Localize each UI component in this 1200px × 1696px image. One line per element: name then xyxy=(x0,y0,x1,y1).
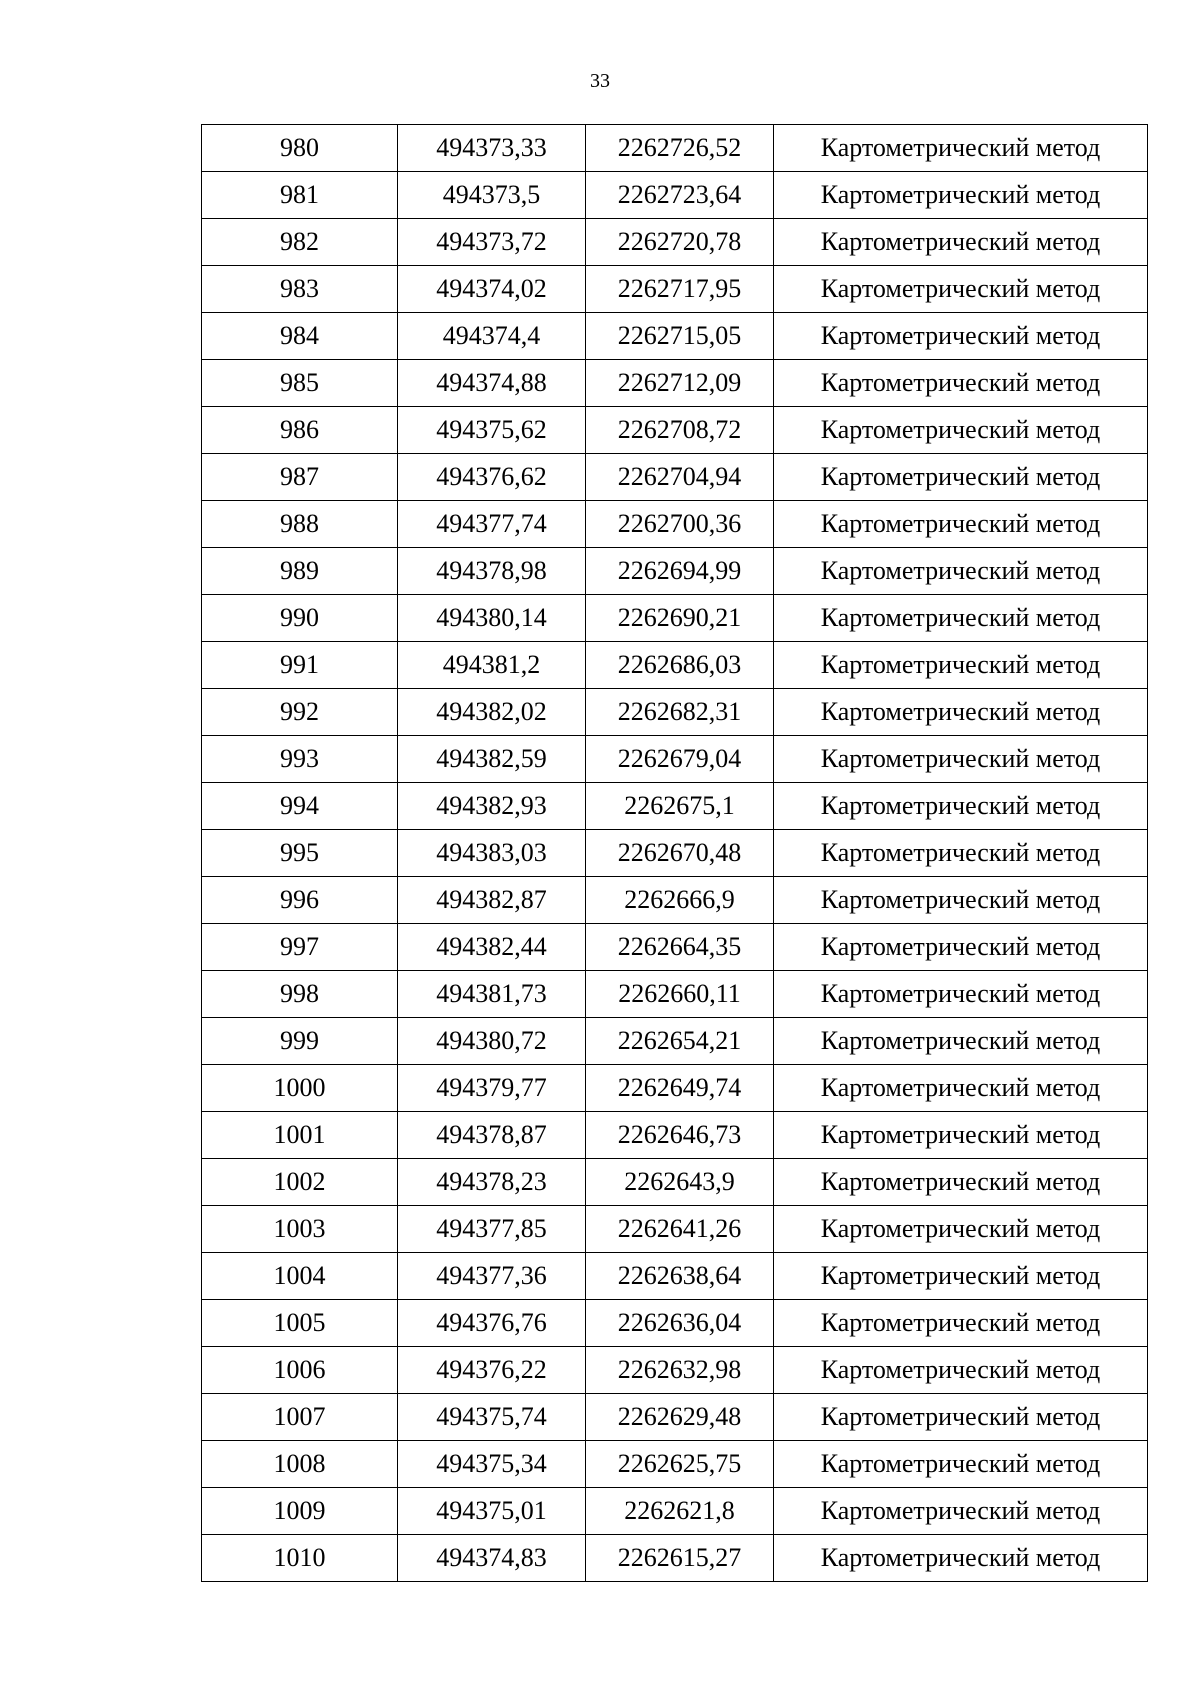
y-coordinate-cell: 2262621,8 xyxy=(586,1488,774,1535)
x-coordinate-cell: 494378,23 xyxy=(398,1159,586,1206)
x-coordinate-cell: 494376,62 xyxy=(398,454,586,501)
method-cell: Картометрический метод xyxy=(774,1112,1148,1159)
x-coordinate-cell: 494382,59 xyxy=(398,736,586,783)
point-number-cell: 983 xyxy=(202,266,398,313)
method-cell: Картометрический метод xyxy=(774,172,1148,219)
point-number-cell: 990 xyxy=(202,595,398,642)
table-row xyxy=(202,971,1148,1018)
table-row xyxy=(202,642,1148,689)
method-cell: Картометрический метод xyxy=(774,1206,1148,1253)
table-row xyxy=(202,830,1148,877)
method-cell: Картометрический метод xyxy=(774,877,1148,924)
y-coordinate-cell: 2262649,74 xyxy=(586,1065,774,1112)
y-coordinate-cell: 2262666,9 xyxy=(586,877,774,924)
table-row xyxy=(202,877,1148,924)
method-cell: Картометрический метод xyxy=(774,783,1148,830)
point-number-cell: 999 xyxy=(202,1018,398,1065)
x-coordinate-cell: 494375,62 xyxy=(398,407,586,454)
method-cell: Картометрический метод xyxy=(774,1300,1148,1347)
table-row xyxy=(202,360,1148,407)
x-coordinate-cell: 494375,74 xyxy=(398,1394,586,1441)
y-coordinate-cell: 2262682,31 xyxy=(586,689,774,736)
y-coordinate-cell: 2262632,98 xyxy=(586,1347,774,1394)
x-coordinate-cell: 494373,33 xyxy=(398,125,586,172)
table-row xyxy=(202,266,1148,313)
method-cell: Картометрический метод xyxy=(774,501,1148,548)
point-number-cell: 1009 xyxy=(202,1488,398,1535)
y-coordinate-cell: 2262646,73 xyxy=(586,1112,774,1159)
coordinates-table xyxy=(201,124,1148,1582)
point-number-cell: 986 xyxy=(202,407,398,454)
table-row xyxy=(202,454,1148,501)
x-coordinate-cell: 494382,93 xyxy=(398,783,586,830)
y-coordinate-cell: 2262660,11 xyxy=(586,971,774,1018)
x-coordinate-cell: 494382,87 xyxy=(398,877,586,924)
x-coordinate-cell: 494376,22 xyxy=(398,1347,586,1394)
table-row xyxy=(202,783,1148,830)
y-coordinate-cell: 2262654,21 xyxy=(586,1018,774,1065)
point-number-cell: 1005 xyxy=(202,1300,398,1347)
x-coordinate-cell: 494380,72 xyxy=(398,1018,586,1065)
y-coordinate-cell: 2262643,9 xyxy=(586,1159,774,1206)
table-row xyxy=(202,1300,1148,1347)
table-row xyxy=(202,1065,1148,1112)
method-cell: Картометрический метод xyxy=(774,1347,1148,1394)
table-row xyxy=(202,1159,1148,1206)
table-row xyxy=(202,595,1148,642)
coordinates-table-body xyxy=(202,125,1148,1582)
method-cell: Картометрический метод xyxy=(774,595,1148,642)
table-row xyxy=(202,1441,1148,1488)
method-cell: Картометрический метод xyxy=(774,689,1148,736)
point-number-cell: 982 xyxy=(202,219,398,266)
table-row xyxy=(202,924,1148,971)
y-coordinate-cell: 2262700,36 xyxy=(586,501,774,548)
table-row xyxy=(202,407,1148,454)
method-cell: Картометрический метод xyxy=(774,1018,1148,1065)
x-coordinate-cell: 494376,76 xyxy=(398,1300,586,1347)
point-number-cell: 996 xyxy=(202,877,398,924)
table-row xyxy=(202,1535,1148,1582)
method-cell: Картометрический метод xyxy=(774,1253,1148,1300)
method-cell: Картометрический метод xyxy=(774,454,1148,501)
x-coordinate-cell: 494377,36 xyxy=(398,1253,586,1300)
method-cell: Картометрический метод xyxy=(774,548,1148,595)
x-coordinate-cell: 494381,73 xyxy=(398,971,586,1018)
y-coordinate-cell: 2262715,05 xyxy=(586,313,774,360)
x-coordinate-cell: 494382,02 xyxy=(398,689,586,736)
y-coordinate-cell: 2262629,48 xyxy=(586,1394,774,1441)
point-number-cell: 992 xyxy=(202,689,398,736)
table-row xyxy=(202,172,1148,219)
table-row xyxy=(202,1112,1148,1159)
y-coordinate-cell: 2262675,1 xyxy=(586,783,774,830)
point-number-cell: 987 xyxy=(202,454,398,501)
method-cell: Картометрический метод xyxy=(774,642,1148,689)
x-coordinate-cell: 494378,98 xyxy=(398,548,586,595)
method-cell: Картометрический метод xyxy=(774,971,1148,1018)
table-row xyxy=(202,1488,1148,1535)
method-cell: Картометрический метод xyxy=(774,1159,1148,1206)
method-cell: Картометрический метод xyxy=(774,125,1148,172)
point-number-cell: 1006 xyxy=(202,1347,398,1394)
y-coordinate-cell: 2262679,04 xyxy=(586,736,774,783)
x-coordinate-cell: 494382,44 xyxy=(398,924,586,971)
y-coordinate-cell: 2262720,78 xyxy=(586,219,774,266)
y-coordinate-cell: 2262723,64 xyxy=(586,172,774,219)
point-number-cell: 994 xyxy=(202,783,398,830)
table-row xyxy=(202,1253,1148,1300)
method-cell: Картометрический метод xyxy=(774,266,1148,313)
x-coordinate-cell: 494374,83 xyxy=(398,1535,586,1582)
method-cell: Картометрический метод xyxy=(774,313,1148,360)
method-cell: Картометрический метод xyxy=(774,1394,1148,1441)
x-coordinate-cell: 494373,72 xyxy=(398,219,586,266)
point-number-cell: 1000 xyxy=(202,1065,398,1112)
method-cell: Картометрический метод xyxy=(774,407,1148,454)
point-number-cell: 981 xyxy=(202,172,398,219)
y-coordinate-cell: 2262690,21 xyxy=(586,595,774,642)
method-cell: Картометрический метод xyxy=(774,1488,1148,1535)
point-number-cell: 997 xyxy=(202,924,398,971)
point-number-cell: 1003 xyxy=(202,1206,398,1253)
point-number-cell: 991 xyxy=(202,642,398,689)
table-row xyxy=(202,1018,1148,1065)
table-row xyxy=(202,219,1148,266)
y-coordinate-cell: 2262615,27 xyxy=(586,1535,774,1582)
x-coordinate-cell: 494380,14 xyxy=(398,595,586,642)
x-coordinate-cell: 494377,74 xyxy=(398,501,586,548)
x-coordinate-cell: 494381,2 xyxy=(398,642,586,689)
point-number-cell: 995 xyxy=(202,830,398,877)
point-number-cell: 1008 xyxy=(202,1441,398,1488)
x-coordinate-cell: 494377,85 xyxy=(398,1206,586,1253)
point-number-cell: 998 xyxy=(202,971,398,1018)
table-row xyxy=(202,125,1148,172)
point-number-cell: 984 xyxy=(202,313,398,360)
point-number-cell: 1007 xyxy=(202,1394,398,1441)
y-coordinate-cell: 2262670,48 xyxy=(586,830,774,877)
point-number-cell: 985 xyxy=(202,360,398,407)
y-coordinate-cell: 2262712,09 xyxy=(586,360,774,407)
method-cell: Картометрический метод xyxy=(774,924,1148,971)
point-number-cell: 1001 xyxy=(202,1112,398,1159)
x-coordinate-cell: 494375,34 xyxy=(398,1441,586,1488)
page-number: 33 xyxy=(590,70,610,92)
y-coordinate-cell: 2262641,26 xyxy=(586,1206,774,1253)
y-coordinate-cell: 2262636,04 xyxy=(586,1300,774,1347)
table-row xyxy=(202,736,1148,783)
x-coordinate-cell: 494375,01 xyxy=(398,1488,586,1535)
method-cell: Картометрический метод xyxy=(774,1441,1148,1488)
point-number-cell: 993 xyxy=(202,736,398,783)
y-coordinate-cell: 2262694,99 xyxy=(586,548,774,595)
table-row xyxy=(202,1394,1148,1441)
y-coordinate-cell: 2262638,64 xyxy=(586,1253,774,1300)
table-row xyxy=(202,313,1148,360)
point-number-cell: 1002 xyxy=(202,1159,398,1206)
y-coordinate-cell: 2262625,75 xyxy=(586,1441,774,1488)
y-coordinate-cell: 2262726,52 xyxy=(586,125,774,172)
method-cell: Картометрический метод xyxy=(774,736,1148,783)
point-number-cell: 989 xyxy=(202,548,398,595)
x-coordinate-cell: 494383,03 xyxy=(398,830,586,877)
method-cell: Картометрический метод xyxy=(774,830,1148,877)
method-cell: Картометрический метод xyxy=(774,219,1148,266)
point-number-cell: 1010 xyxy=(202,1535,398,1582)
x-coordinate-cell: 494373,5 xyxy=(398,172,586,219)
table-row xyxy=(202,501,1148,548)
y-coordinate-cell: 2262708,72 xyxy=(586,407,774,454)
y-coordinate-cell: 2262704,94 xyxy=(586,454,774,501)
x-coordinate-cell: 494374,02 xyxy=(398,266,586,313)
method-cell: Картометрический метод xyxy=(774,1535,1148,1582)
point-number-cell: 988 xyxy=(202,501,398,548)
y-coordinate-cell: 2262664,35 xyxy=(586,924,774,971)
table-row xyxy=(202,548,1148,595)
point-number-cell: 980 xyxy=(202,125,398,172)
x-coordinate-cell: 494374,4 xyxy=(398,313,586,360)
method-cell: Картометрический метод xyxy=(774,1065,1148,1112)
table-row xyxy=(202,1206,1148,1253)
table-row xyxy=(202,1347,1148,1394)
x-coordinate-cell: 494374,88 xyxy=(398,360,586,407)
y-coordinate-cell: 2262717,95 xyxy=(586,266,774,313)
table-row xyxy=(202,689,1148,736)
method-cell: Картометрический метод xyxy=(774,360,1148,407)
x-coordinate-cell: 494378,87 xyxy=(398,1112,586,1159)
x-coordinate-cell: 494379,77 xyxy=(398,1065,586,1112)
point-number-cell: 1004 xyxy=(202,1253,398,1300)
y-coordinate-cell: 2262686,03 xyxy=(586,642,774,689)
